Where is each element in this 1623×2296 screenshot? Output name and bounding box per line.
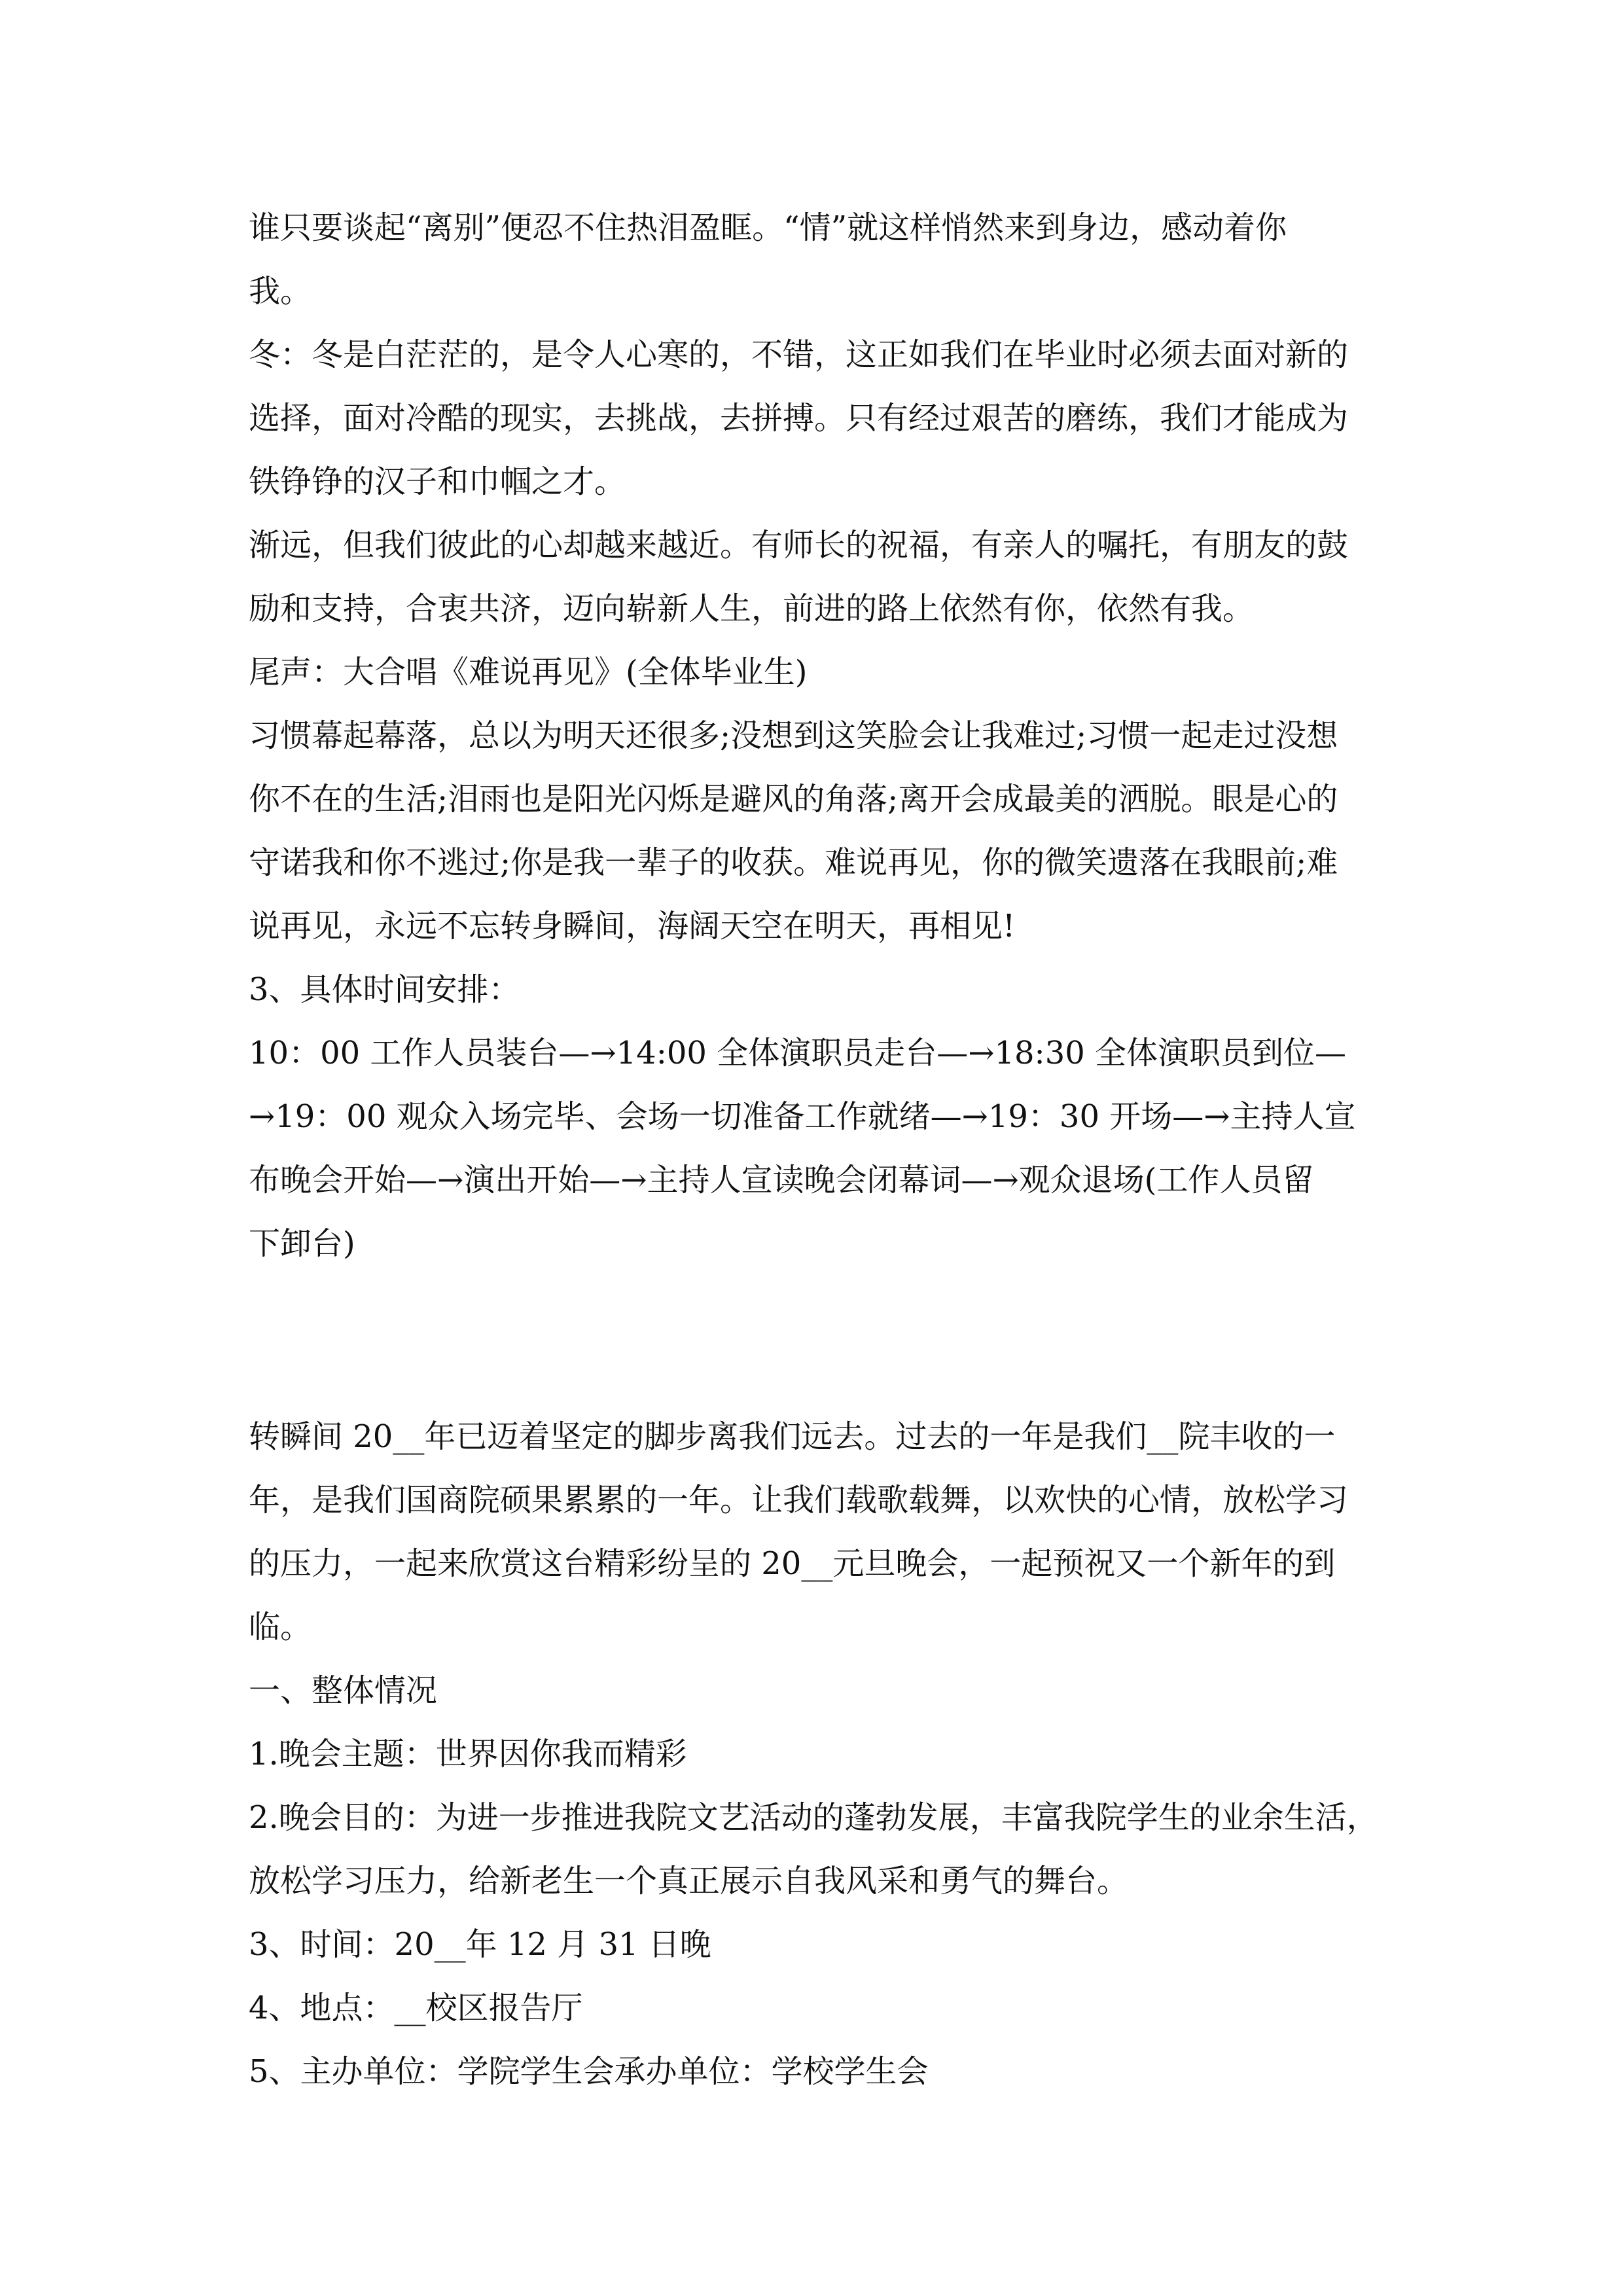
text-line: 选择，面对冷酷的现实，去挑战，去拼搏。只有经过艰苦的磨练，我们才能成为	[249, 400, 1349, 437]
overview-heading: 一、整体情况	[249, 1672, 438, 1709]
lyrics-line: 守诺我和你不逃过;你是我一辈子的收获。难说再见，你的微笑遗落在我眼前;难	[249, 844, 1338, 881]
lyrics-line: 你不在的生活;泪雨也是阳光闪烁是避风的角落;离开会成最美的洒脱。眼是心的	[249, 781, 1338, 817]
location-line: 4、地点：__校区报告厅	[249, 1990, 583, 2026]
text-line: 渐远，但我们彼此的心却越来越近。有师长的祝福，有亲人的嘱托，有朋友的鼓	[249, 527, 1349, 564]
text-line: 冬：冬是白茫茫的，是令人心寒的，不错，这正如我们在毕业时必须去面对新的	[249, 336, 1349, 373]
text-line: 励和支持，合衷共济，迈向崭新人生，前进的路上依然有你，依然有我。	[249, 590, 1255, 627]
schedule-heading: 3、具体时间安排：	[249, 971, 520, 1008]
intro-line: 临。	[249, 1609, 312, 1645]
intro-line: 的压力，一起来欣赏这台精彩纷呈的 20__元旦晚会，一起预祝又一个新年的到	[249, 1545, 1336, 1582]
schedule-line: 布晚会开始—→演出开始—→主持人宣读晚会闭幕词—→观众退场(工作人员留	[249, 1162, 1314, 1198]
finale-heading: 尾声：大合唱《难说再见》(全体毕业生)	[249, 654, 808, 691]
text-line: 谁只要谈起“离别”便忍不住热泪盈眶。“情”就这样悄然来到身边，感动着你	[249, 209, 1287, 246]
document-page	[249, 196, 1387, 2104]
schedule-line: →19：00 观众入场完毕、会场一切准备工作就绪—→19：30 开场—→主持人宣	[249, 1098, 1356, 1135]
text-line: 我。	[249, 273, 312, 310]
purpose-line: 放松学习压力，给新老生一个真正展示自我风采和勇气的舞台。	[249, 1863, 1129, 1899]
organizer-line: 5、主办单位：学院学生会承办单位：学校学生会	[249, 2053, 929, 2090]
document-section-2	[249, 1405, 1387, 2104]
schedule-line: 下卸台)	[249, 1225, 355, 1262]
section-spacer	[249, 1276, 1387, 1405]
theme-line: 1.晚会主题：世界因你我而精彩	[249, 1736, 687, 1772]
intro-line: 转瞬间 20__年已迈着坚定的脚步离我们远去。过去的一年是我们__院丰收的一	[249, 1418, 1336, 1455]
intro-line: 年，是我们国商院硕果累累的一年。让我们载歌载舞，以欢快的心情，放松学习	[249, 1482, 1349, 1518]
time-line: 3、时间：20__年 12 月 31 日晚	[249, 1926, 711, 1963]
document-section-1	[249, 196, 1387, 1276]
purpose-line: 2.晚会目的：为进一步推进我院文艺活动的蓬勃发展，丰富我院学生的业余生活，	[249, 1799, 1378, 1836]
text-line: 铁铮铮的汉子和巾帼之才。	[249, 463, 626, 500]
schedule-line: 10：00 工作人员装台—→14:00 全体演职员走台—→18:30 全体演职员到位—	[249, 1035, 1347, 1071]
lyrics-line: 习惯幕起幕落，总以为明天还很多;没想到这笑脸会让我难过;习惯一起走过没想	[249, 717, 1338, 754]
lyrics-line: 说再见，永远不忘转身瞬间，海阔天空在明天，再相见!	[249, 908, 1016, 944]
